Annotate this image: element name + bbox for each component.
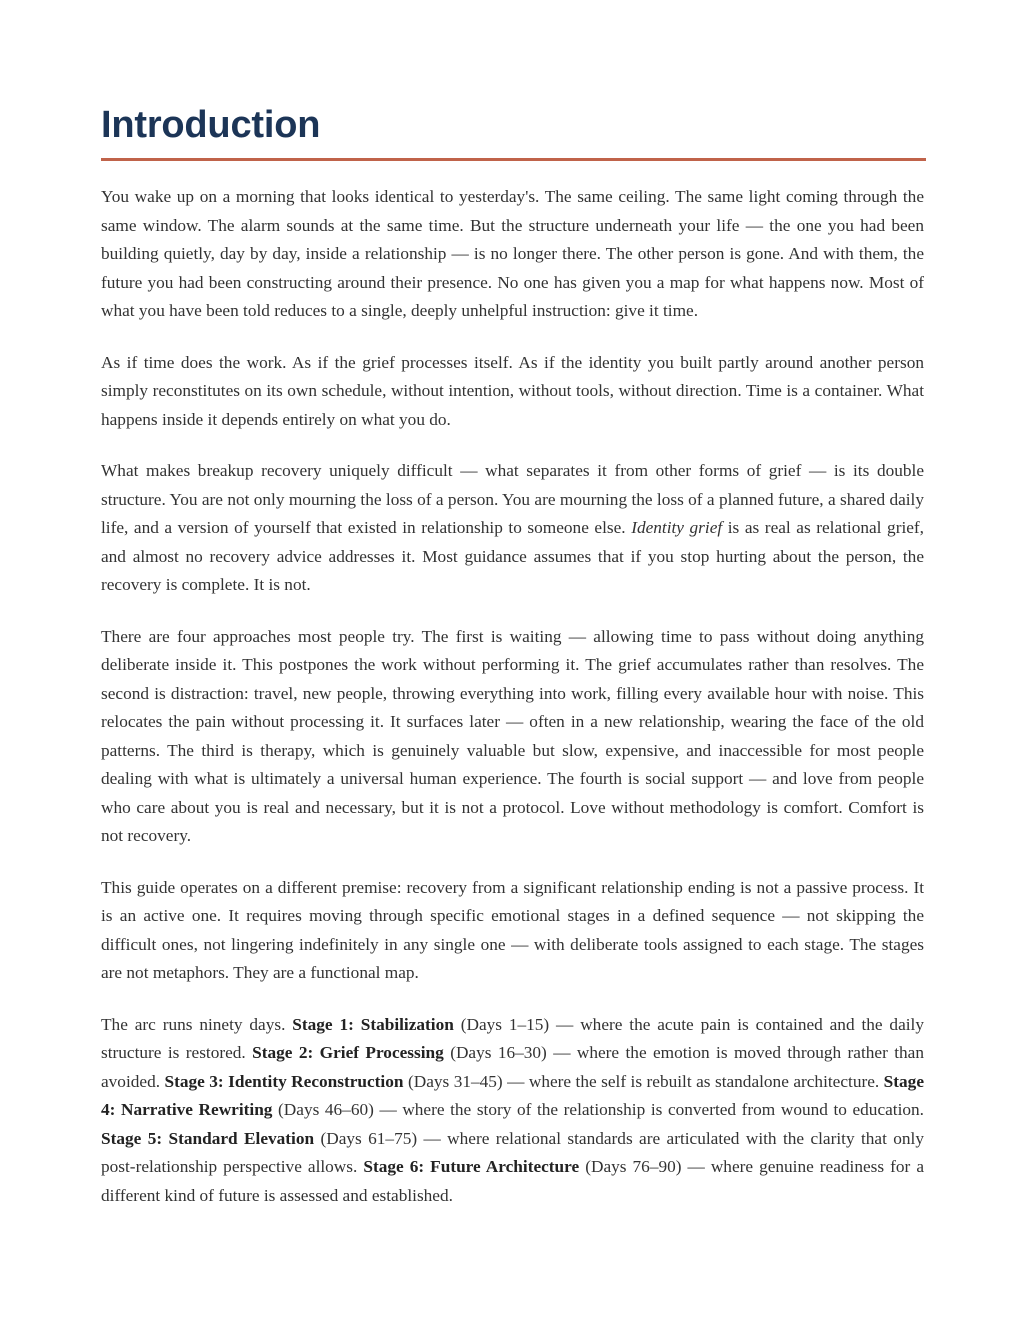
stage-4-text: (Days 46–60) — where the story of the relationship is converted from wound to education. — [272, 1100, 924, 1119]
paragraph-6 — [101, 1011, 924, 1211]
paragraph-2: As if time does the work. As if the grief processes itself. As if the identity you built partly around another person simply reconstitutes on its own schedule, without intention, without tools, without direction. Time is a container. What happens inside it depends entirely on what you do. — [101, 352, 924, 429]
stage-5-text: (Days 61–75) — where relational standards are articulated with the clarity that only post-relationship perspective allows. — [101, 1128, 924, 1176]
paragraph-4: There are four approaches most people try. The first is waiting — allowing time to pass without doing anything deliberate inside it. This postpones the work without performing it. The grief accumulates rather than resolves. The second is distraction: travel, new people, throwing everything into work, filling every available hour with noise. This relocates the pain without processing it. It surfaces later — often in a new relationship, wearing the face of the old patterns. The third is therapy, which is genuinely valuable but slow, expensive, and inaccessible for most people dealing with what is ultimately a universal human experience. The fourth is social support — and love from people who care about you is real and necessary, but it is not a protocol. Love without methodology is comfort. Comfort is not recovery. — [101, 626, 924, 845]
paragraph-5: This guide operates on a different premise: recovery from a significant relationship ending is not a passive process. It is an active one. It requires moving through specific emotional stages in a defined sequence — not skipping the difficult ones, not lingering indefinitely in any single one — with deliberate tools assigned to each stage. The stages are not metaphors. They are a functional map. — [101, 877, 924, 982]
paragraph-3 — [101, 457, 924, 600]
paragraph-6-intro: The arc runs ninety days. — [101, 1014, 293, 1034]
stage-2-label: Stage 2: Grief Processing — [252, 1043, 444, 1062]
stage-4-label: Stage 4: Narrative Rewriting — [101, 1071, 924, 1119]
identity-grief-emphasis: Identity grief — [631, 518, 723, 537]
paragraph-3-text-b: is as real as relational grief, and almost no recovery advice addresses it. Most guidance assumes that if you stop hurting about the person, the recovery is complete. It is not. — [101, 518, 924, 594]
paragraph-3-text-a: What makes breakup recovery uniquely difficult — what separates it from other forms of grief — is its double structure. You are not only mourning the loss of a person. You are mourning the loss of a planned future, a shared daily life, and a version of yourself that existed in relationship to someone else. — [101, 461, 924, 537]
stage-5-label: Stage 5: Standard Elevation — [101, 1128, 315, 1148]
stage-3-text: (Days 31–45) — where the self is rebuilt as standalone architecture. — [403, 1071, 884, 1091]
stage-1-text: (Days 1–15) — where the acute pain is contained and the daily structure is restored. — [101, 1014, 924, 1062]
stage-2-text: (Days 16–30) — where the emotion is moved through rather than avoided. — [101, 1043, 924, 1091]
title-divider — [101, 158, 926, 161]
body-text — [101, 183, 924, 1210]
page-title: Introduction — [101, 104, 321, 146]
document-page — [101, 98, 924, 1233]
stage-3-label: Stage 3: Identity Reconstruction — [164, 1071, 404, 1091]
paragraph-1: You wake up on a morning that looks identical to yesterday's. The same ceiling. The same light coming through the same window. The alarm sounds at the same time. But the structure underneath your life — the one you had been building quietly, day by day, inside a relationship — is no longer there. The other person is gone. And with them, the future you had been constructing around their presence. No one has given you a map for what happens now. Most of what you have been told reduces to a single, deeply unhelpful instruction: give it time. — [101, 187, 924, 320]
stage-6-text: (Days 76–90) — where genuine readiness for a different kind of future is assessed and established. — [101, 1157, 924, 1205]
stage-1-label: Stage 1: Stabilization — [292, 1014, 454, 1034]
stage-6-label: Stage 6: Future Architecture — [363, 1157, 580, 1176]
